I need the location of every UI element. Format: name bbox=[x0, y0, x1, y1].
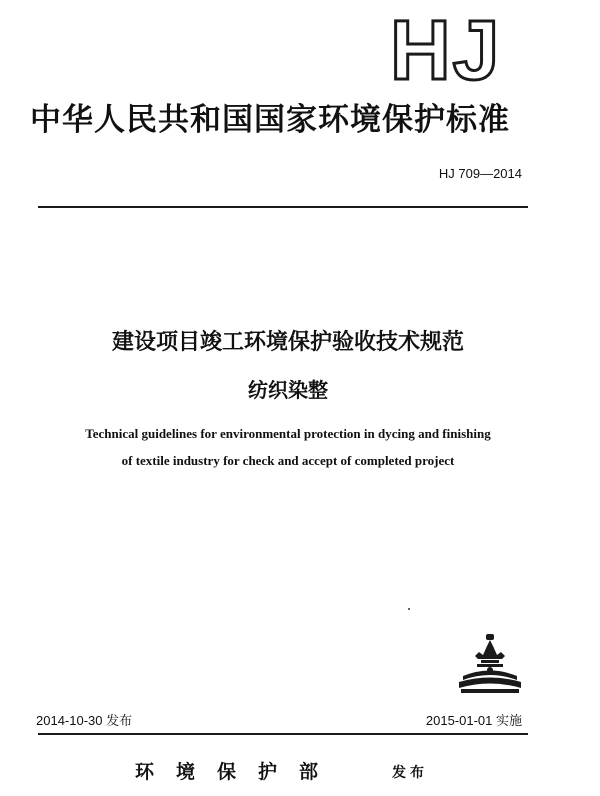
chinese-subtitle: 纺织染整 bbox=[248, 378, 328, 402]
top-divider bbox=[38, 206, 528, 208]
implementation-date: 2015-01-01 实施 bbox=[425, 713, 522, 728]
hj-logo: HJ bbox=[390, 3, 502, 97]
state-environmental-protection-emblem-icon bbox=[455, 632, 525, 694]
english-title-line-1: Technical guidelines for environmental protection in dycing and finishing bbox=[85, 426, 491, 441]
issue-date: 2014-10-30 发布 bbox=[36, 713, 133, 728]
standard-code: HJ 709—2014 bbox=[438, 166, 522, 181]
publisher-suffix: 发布 bbox=[392, 765, 428, 781]
standard-category-title: 中华人民共和国国家环境保护标准 bbox=[30, 102, 510, 138]
scan-speck bbox=[408, 608, 410, 610]
chinese-main-title: 建设项目竣工环境保护验收技术规范 bbox=[111, 330, 464, 355]
english-title-line-2: of textile industry for check and accept of completed project bbox=[121, 453, 455, 468]
bottom-divider bbox=[38, 733, 528, 735]
publisher-name: 环境保护部 bbox=[135, 761, 341, 783]
